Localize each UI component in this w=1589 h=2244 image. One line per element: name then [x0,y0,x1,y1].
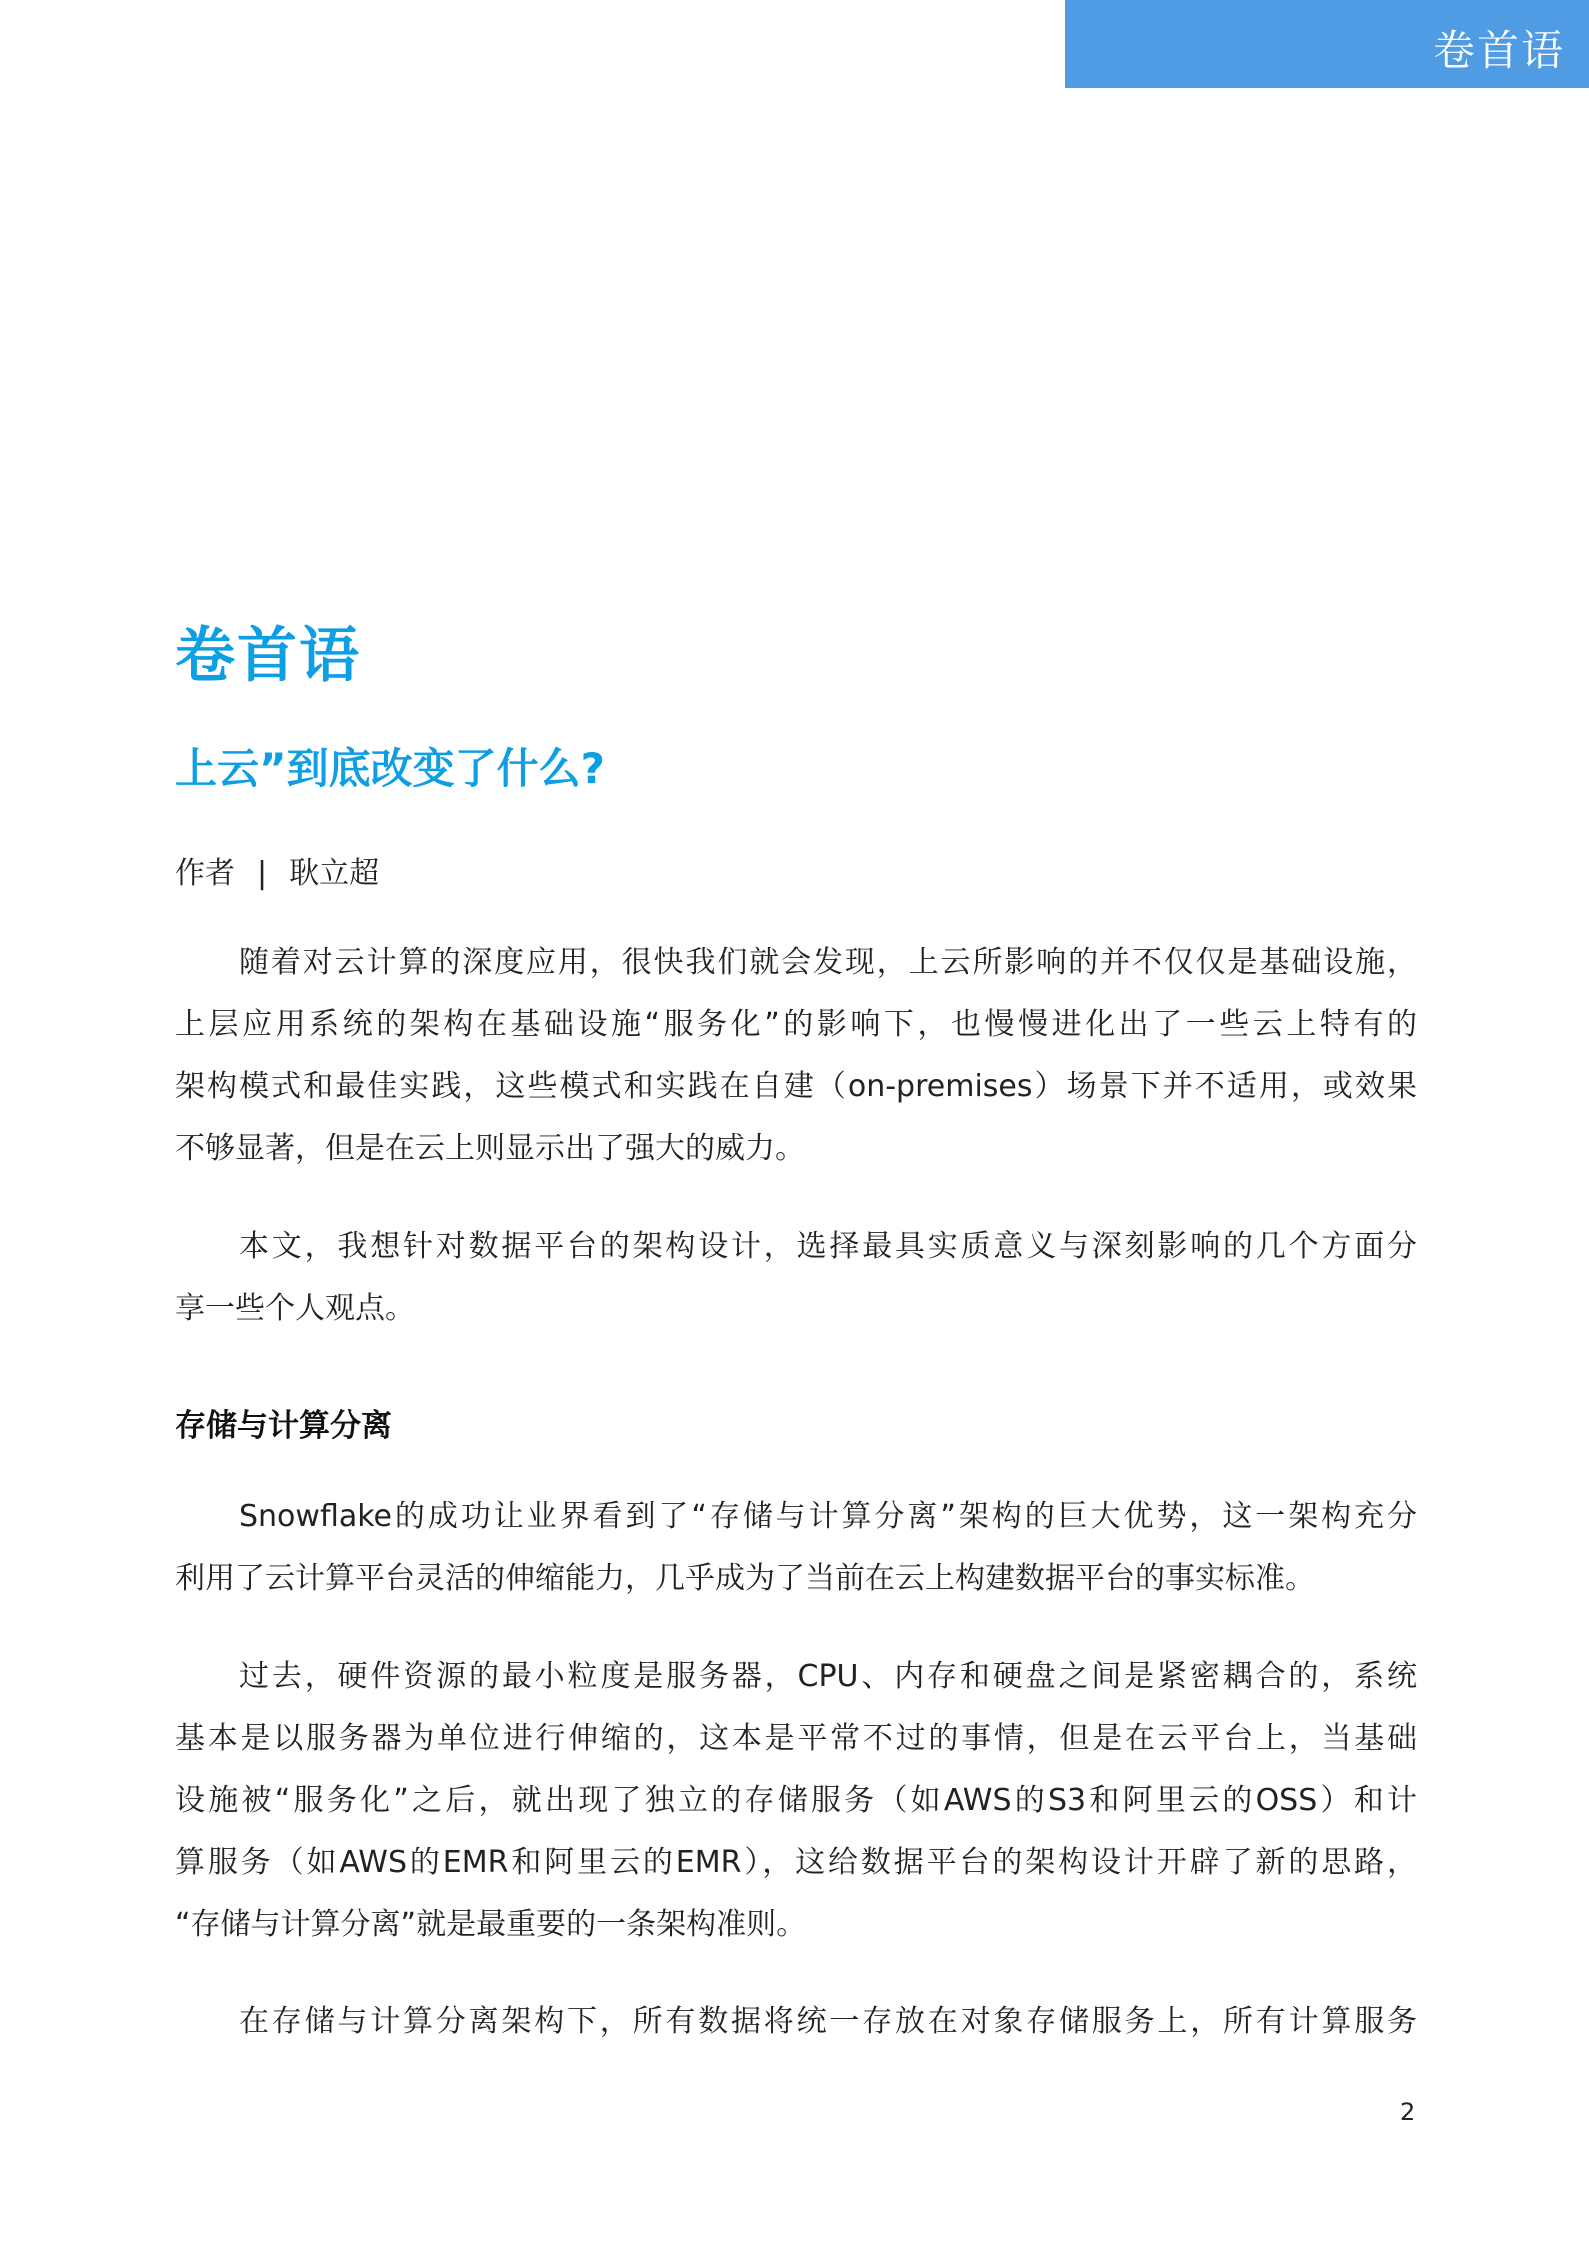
paragraph-line: Snowflake的成功让业界看到了“存储与计算分离”架构的巨大优势，这一架构充分 [239,1499,1417,1534]
paragraph [175,1991,1417,2053]
author-name: 耿立超 [289,856,380,891]
paragraph-line: 设施被“服务化”之后，就出现了独立的存储服务（如AWS的S3和阿里云的OSS）和计 [175,1783,1417,1818]
paragraph-line: 上层应用系统的架构在基础设施“服务化”的影响下，也慢慢进化出了一些云上特有的 [175,1007,1417,1042]
paragraph [175,1216,1417,1340]
paragraph [175,1486,1417,1610]
paragraph-line: 不够显著，但是在云上则显示出了强大的威力。 [175,1131,805,1166]
section-heading: 存储与计算分离 [175,1408,392,1444]
paragraph-line: 利用了云计算平台灵活的伸缩能力，几乎成为了当前在云上构建数据平台的事实标准。 [175,1561,1315,1596]
paragraph-line: 随着对云计算的深度应用，很快我们就会发现，上云所影响的并不仅仅是基础设施， [239,945,1417,980]
paragraph [175,1646,1417,1956]
paragraph-line: 过去，硬件资源的最小粒度是服务器，CPU、内存和硬盘之间是紧密耦合的，系统 [239,1659,1417,1694]
paragraph-line: 架构模式和最佳实践，这些模式和实践在自建（on-premises）场景下并不适用，或效果 [175,1069,1417,1104]
paragraph-line: 基本是以服务器为单位进行伸缩的，这本是平常不过的事情，但是在云平台上，当基础 [175,1721,1417,1756]
author-label: 作者 [175,856,235,891]
page-number: 2 [1400,2098,1416,2126]
paragraph-line: 本文，我想针对数据平台的架构设计，选择最具实质意义与深刻影响的几个方面分 [239,1229,1417,1264]
author-separator: | [257,856,268,891]
page-title: 卷首语 [175,621,361,691]
author-line [175,848,379,892]
paragraph-line: 在存储与计算分离架构下，所有数据将统一存放在对象存储服务上，所有计算服务 [239,2004,1417,2039]
article-subtitle: 上云”到底改变了什么? [175,744,605,793]
paragraph [175,932,1417,1180]
paragraph-line: “存储与计算分离”就是最重要的一条架构准则。 [175,1907,807,1942]
paragraph-line: 算服务（如AWS的EMR和阿里云的EMR），这给数据平台的架构设计开辟了新的思路， [175,1845,1417,1880]
section-tab-label: 卷首语 [1432,26,1565,75]
section-banner [1065,0,1589,88]
paragraph-line: 享一些个人观点。 [175,1291,415,1326]
